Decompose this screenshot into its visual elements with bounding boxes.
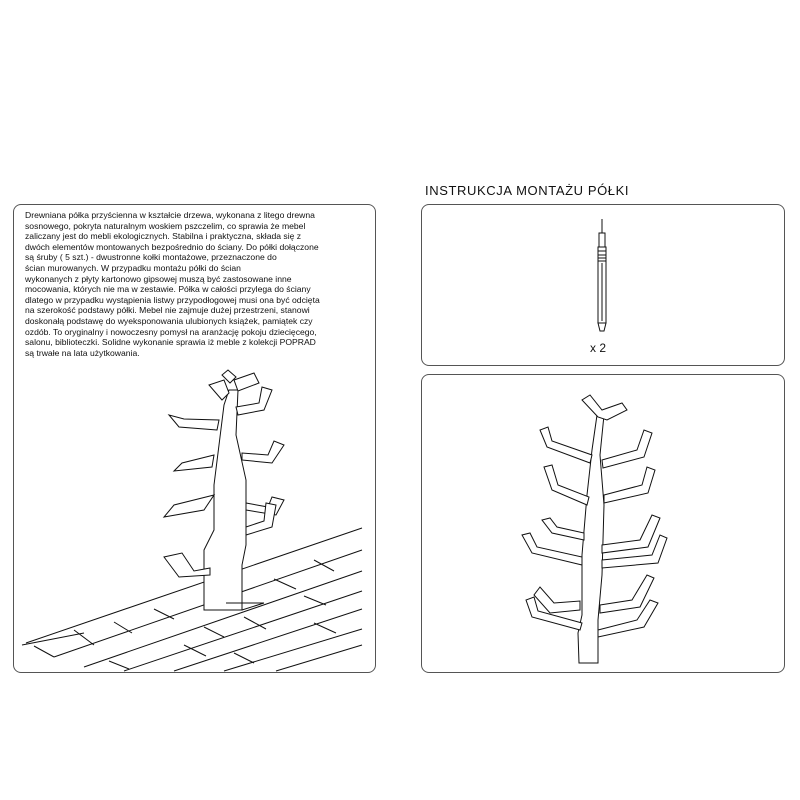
tree-shelf-floor-illustration (14, 205, 377, 674)
description-line: Drewniana półka przyścienna w kształcie drzewa, wykonana z litego drewna (25, 210, 315, 220)
quantity-label: x 2 (590, 341, 607, 355)
description-line: dwóch elementów montowanych bezpośrednio do ściany. Do półki dołączone (25, 241, 319, 252)
description-line: mocowania, których nie ma w zestawie. Półka w całości przylega do ściany (25, 284, 311, 295)
description-line: ozdób. To oryginalny i nowoczesny pomysł na aranżację pokoju dziecięcego, (25, 326, 317, 337)
description-line: ścian murowanych. W przypadku montażu półki do ścian (25, 262, 241, 273)
description-line: są trwałe na lata użytkowania. (25, 347, 140, 358)
tree-shelf-diagram (422, 375, 786, 674)
description-line: wykonanych z płyty kartonowo gipsowej muszą być zastosowane inne (25, 273, 292, 284)
page-title: INSTRUKCJA MONTAŻU PÓŁKI (425, 183, 630, 198)
description-line: salonu, biblioteczki. Solidne wykonanie sprawia iż meble z kolekcji POPRAD (25, 337, 316, 348)
hardware-panel (421, 204, 785, 366)
tree-diagram-panel (421, 374, 785, 673)
description-line: dlatego w przypadku wystąpienia listwy przypodłogowej musi ona być odcięta (25, 294, 320, 305)
description-line: sosnowego, pokryta naturalnym woskiem pszczelim, co sprawia że mebel (25, 220, 306, 231)
description-panel (13, 204, 376, 673)
description-line: doskonałą podstawę do wyeksponowania ulubionych książek, pamiątek czy (25, 315, 313, 326)
description-line: zaliczany jest do mebli ekologicznych. Stabilna i praktyczna, składa się z (25, 231, 302, 242)
description-line: na szerokość podstawy półki. Mebel nie zajmuje dużej przestrzeni, stanowi (25, 305, 310, 316)
description-line: są śruby ( 5 szt.) - dwustronne kołki montażowe, przeznaczone do (25, 252, 277, 263)
screw-icon (592, 217, 612, 337)
